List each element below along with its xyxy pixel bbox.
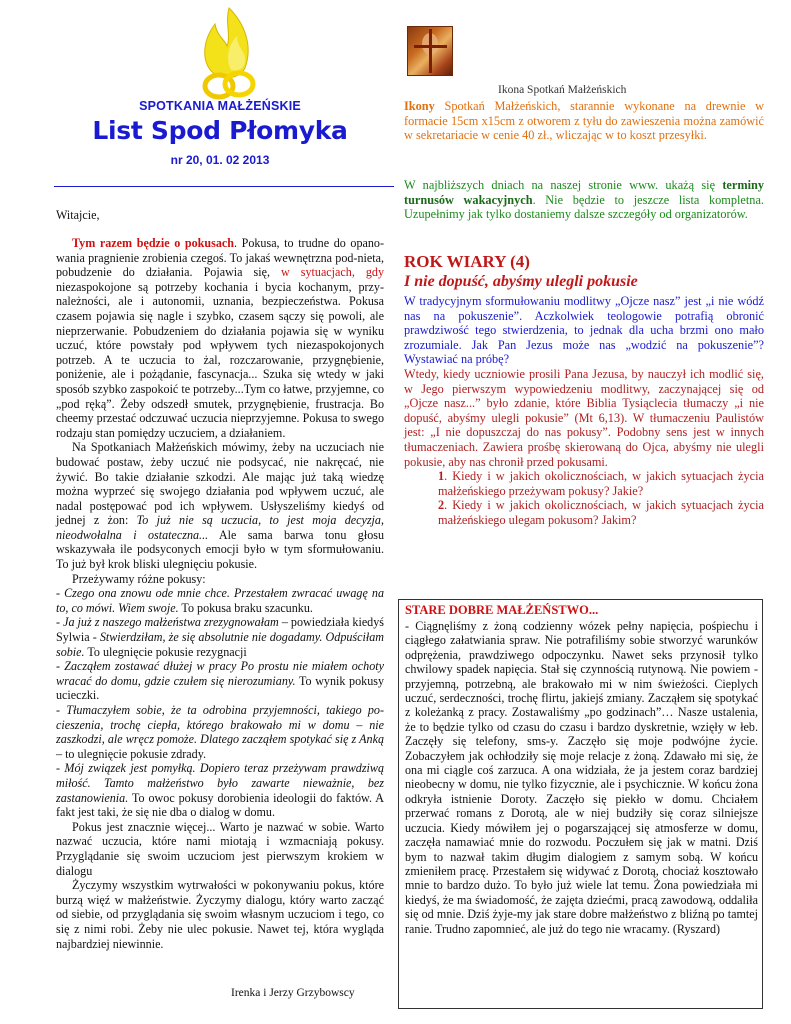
- question-text: . Kiedy i w jakich okolicznościach, w jakich sytuacjach życia małżeńskiego przeżywam pokusy? Jakie?: [438, 469, 764, 498]
- letter-signature: Irenka i Jerzy Grzybowscy: [231, 987, 355, 999]
- issue-number: nr 20, 01. 02 2013: [170, 153, 270, 167]
- trips-text-part: W najbliższych dniach na naszej stronie www. ukażą się: [404, 178, 723, 192]
- letter-text: To pokusa braku szacunku.: [178, 600, 313, 615]
- letter-quote: - Zacząłem zostawać dłużej w pracy Po prostu nie miałem ochoty wracać do domu, gdzie czułem się nierozumiany.: [56, 659, 384, 688]
- icon-caption: Ikona Spotkań Małżeńskich: [498, 84, 627, 96]
- trips-highlight: terminy turnusów wakacyjnych: [404, 178, 764, 207]
- letter-lead: Tym razem będzie o pokusach: [72, 236, 234, 250]
- trips-text-part: . Nie będzie to jeszcze lista kompletna. Uzupełnimy jak tylko dostaniemy dalsze szczegóły od organizatorów.: [404, 192, 764, 222]
- letter-quote: - Czego ona znowu ode mnie chce. Przestałem zwracać uwagę na to, co mówi. Wiem swoje.: [56, 586, 384, 615]
- letter-quote: Stwierdziłam, że się absolutnie nie dogadamy. Odpuściłam sobie.: [56, 630, 384, 659]
- letter-text: niezaspokojone są potrzeby kochania i bycia kochanym, przy-należności, ale i autonomii, uznania, bezpieczeństwa. Pokusa czasem pojawia się nagle i szybko, czasem sączy się powoli, ale nieprzerwanie. Pobudzeniem do działania pojawia się w wyniku uczuć, które powstały pod wpływem tych niezaspokojonych potrzeb. A te uczucia to żal, rozczarowanie, przygnębienie, poniżenie, ale i pożądanie, fascynacja... Szuka się wtedy w jaki sposób szybko zaspokoić te potrzeby...Tym co łatwe, przyjemne, co „pod ręką”. Żeby odszedł smutek, przygnębienie, frustracja. Bo cheemy przestać odczuwać uczucia nieprzyjemne. Pokusa to swego rodzaju stan pomiędzy uczuciem, a działaniem.: [56, 279, 384, 440]
- letter-paragraph-2: [56, 440, 384, 571]
- rok-wiary-blue-text: W tradycyjnym sformułowaniu modlitwy „Ojcze nasz” jest „i nie wódź nas na pokuszenie”. Aczkolwiek teologowie potrafią obronić prawdziwość tego stwierdzenia, to jednak dla ucha brzmi ono mało zrozumiale. Jak Pan Jezus może nas „wodzić na pokuszenie”? Wystawiać na próbę?: [404, 294, 764, 367]
- question-text: . Kiedy i w jakich okolicznościach, w jakich sytuacjach życia małżeńskiego ulegam pokusom? Jakim?: [438, 498, 764, 527]
- letter-text: Ale sama barwa tonu głosu wskazywała ile podsyconych emocji było w tym sformułowaniu. To już był krok bliski ulegnięciu pokusie.: [56, 527, 384, 572]
- letter-greeting: [56, 208, 384, 223]
- letter-paragraph-1: [56, 236, 384, 440]
- marriage-icon-image: [407, 26, 453, 76]
- rok-wiary-question-1: [438, 469, 764, 498]
- letter-text: – to ulegnięcie pokusie zdrady.: [56, 746, 207, 761]
- trips-text: [404, 178, 764, 222]
- greeting: Witajcie,: [56, 208, 100, 222]
- rok-wiary-subheading: I nie dopuść, abyśmy ulegli pokusie: [404, 273, 638, 290]
- question-number: 1: [438, 469, 445, 484]
- temptation-example-3: [56, 659, 384, 703]
- letter-quote: To już nie są uczucia, to jest moja decyzja, nieodwołalna i ostateczna...: [56, 513, 384, 542]
- letter-quote: - Ja już z naszego małżeństwa zrezygnowałam: [56, 615, 279, 630]
- letter-body: [56, 236, 384, 951]
- icons-ad-lead: Ikony: [404, 99, 435, 113]
- temptation-example-1: [56, 586, 384, 615]
- story-title: STARE DOBRE MAŁŻEŃSTWO...: [405, 603, 599, 617]
- icons-ad-body: Spotkań Małżeńskich, starannie wykonane na drewnie w formacie 15cm x15cm z otworem z tyłu do zawieszenia można zamówić w sekretariacie w cenie 40 zł., wliczając w to koszt przesyłki.: [404, 99, 764, 143]
- letter-text: . Pokusa, to trudne do opano-wania pragnienie zrobienia czegoś. To jakaś wewnętrzna pod-nieta, pobudzenie do działania. Pojawia się,: [56, 236, 384, 280]
- temptation-example-2: [56, 615, 384, 659]
- rok-wiary-question-2: [438, 498, 764, 527]
- temptation-example-5: [56, 761, 384, 819]
- letter-highlight: w sytuacjach, gdy: [281, 265, 385, 280]
- organization-name: SPOTKANIA MAŁŻEŃSKIE: [139, 99, 301, 113]
- header-divider: [54, 186, 394, 187]
- letter-quote: - Mój związek jest pomyłką. Dopiero teraz przeżywam prawdziwą miłość. Tamto małżeństwo było zawarte nieważnie, bez zastanowienia.: [56, 761, 384, 805]
- question-number: 2: [438, 498, 445, 513]
- letter-text: Na Spotkaniach Małżeńskich mówimy, żeby na uczuciach nie budować postaw, żeby uczuć nie podsycać, nie nakręcać, nie żywić. Bo takie działanie szkodzi. Ale mając już taką wiedzę można wyprzeć się swojego działania pod wpływem uczuć, ale nadal postępować pod ich wpływem. Usłyszeliśmy kiedyś od jednej z żon:: [56, 440, 384, 528]
- letter-text: To owoc pokusy dorobienia ideologii do faktów. A fakt jest taki, że się nie dba o dialog w domu.: [56, 790, 384, 820]
- flame-logo-icon: [195, 6, 265, 102]
- rok-wiary-red-text: Wtedy, kiedy uczniowie prosili Pana Jezusa, by nauczył ich modlić się, w Jego pierwszym wypowiedzeniu modlitwy, zaczynającej się od „Ojcze nasz...” było zdanie, które Biblia Tysiąclecia tłumaczy „i nie dopuść, abyśmy ulegli pokusie” (Mt 6,13). W tłumaczeniu Paulistów jest: „I nie dopuszczaj do nas pokusy”. Podobny sens jest w innych tłumaczeniach. Zawiera prośbę skierowaną do Ojca, abyśmy nie ulegli pokusie, aby nas chronił przed pokusami.: [404, 366, 764, 469]
- letter-paragraph-5: Życzymy wszystkim wytrwałości w pokonywaniu pokus, które burzą więź w małżeństwie. Życzymy dialogu, który warto zacząć od siebie, od przyglądania się swoim własnym uczuciom i tego, co się z nimi robi. Żeby nie ulec pokusie. Nawet tej, która wygląda najbardziej niewinnie.: [56, 878, 384, 951]
- letter-paragraph-3: Przeżywamy różne pokusy:: [72, 571, 206, 586]
- icon-cross: [414, 45, 447, 48]
- story-body: [405, 619, 758, 936]
- icon-cross: [429, 29, 432, 73]
- rok-wiary-heading: ROK WIARY (4): [404, 252, 530, 271]
- rok-wiary-body: [404, 294, 764, 528]
- letter-text: To wynik pokusy ucieczki.: [56, 673, 384, 703]
- icons-ad: [404, 99, 764, 143]
- newsletter-title: List Spod Płomyka: [92, 116, 348, 145]
- trips-notice: [404, 178, 764, 222]
- letter-quote: - Tłumaczyłem sobie, że ta odrobina przyjemności, takiego pocieszenia, trochę ciepła, którego brakowało mi w domu – nie zaszkodzi, ale wręcz pomoże. Dlatego zacząłem spotykać się z Anką: [56, 703, 384, 747]
- icons-ad-text: [404, 99, 764, 143]
- story-text: - Ciągnęliśmy z żoną codzienny wózek pełny napięcia, pośpiechu i ciągłego załatwiania spraw. Nie potrafiliśmy sobie stworzyć warunków odprężenia, prawdziwego odpoczynku. Nawet seks przynosił tylko chwilowy spadek napięcia. Stał się czynnością rutynową. Nie powiem - przyjemną, potrzebną, ale brakowało mi w nim świeżości. Cieplych uczuć, serdeczności, trochę flirtu, jakiejś zmiany. Zacząłem się spotykać z koleżanką z pracy. Zostawaliśmy „po godzinach”… Nasze ustalenia, że to będzie tylko od czasu do czasu i bardzo dyskretnie, wzięły w łeb. Zaczęły się telefony, sms-y. Zaczęło się moje podwójne życie. Zobaczyłem jak ochłodziły się moje relacje z żoną. Zdawało mi się, że ona mi ciągle coś zarzuca. A ona widziała, że ja jestem coraz bardziej nieobecny w domu, nie tylko fizycznie, ale i psychicznie. W końcu żona odkryła istnienie Doroty. Zaczęło się piekło w domu. Chciałem przerwać romans z Dorotą, ale w niej budziły się coraz silniejsze uczucia. Kiedy mówiłem jej o pogarszającej się atmosferze w domu, zaczęła namawiać mnie do rozwodu. Poczułem się jak w matni. Dziś bym to nazwał takim długim dialogiem z samym sobą. W końcu zmieniłem pracę. Przestałem się widywać z Dorotą, chociaż kosztowało mnie to bardzo dużo. To było już wiele lat temu. Żona powiedziała mi kiedyś, że ma świadomość, że zajęta dziećmi, pracą zawodową, oddaliła się od mnie. Dziś żyje-my jak stare dobre małżeństwo z bliźną po tamtej ranie. Trudno zapomnieć, ale już do tego nie wracamy. (Ryszard): [405, 619, 758, 936]
- letter-text: To ulegnięcie pokusie rezygnacji: [84, 644, 247, 659]
- letter-paragraph-4: Pokus jest znacznie więcej... Warto je nazwać w sobie. Warto nazwać uczucia, które nami miotają i wzmacniają pokusy. Przyglądanie się swoim uczuciom jest pierwszym krokiem w dialogu: [56, 819, 384, 878]
- letter-text: – powiedziała kiedyś Sylwia -: [56, 615, 384, 645]
- temptation-example-4: [56, 703, 384, 761]
